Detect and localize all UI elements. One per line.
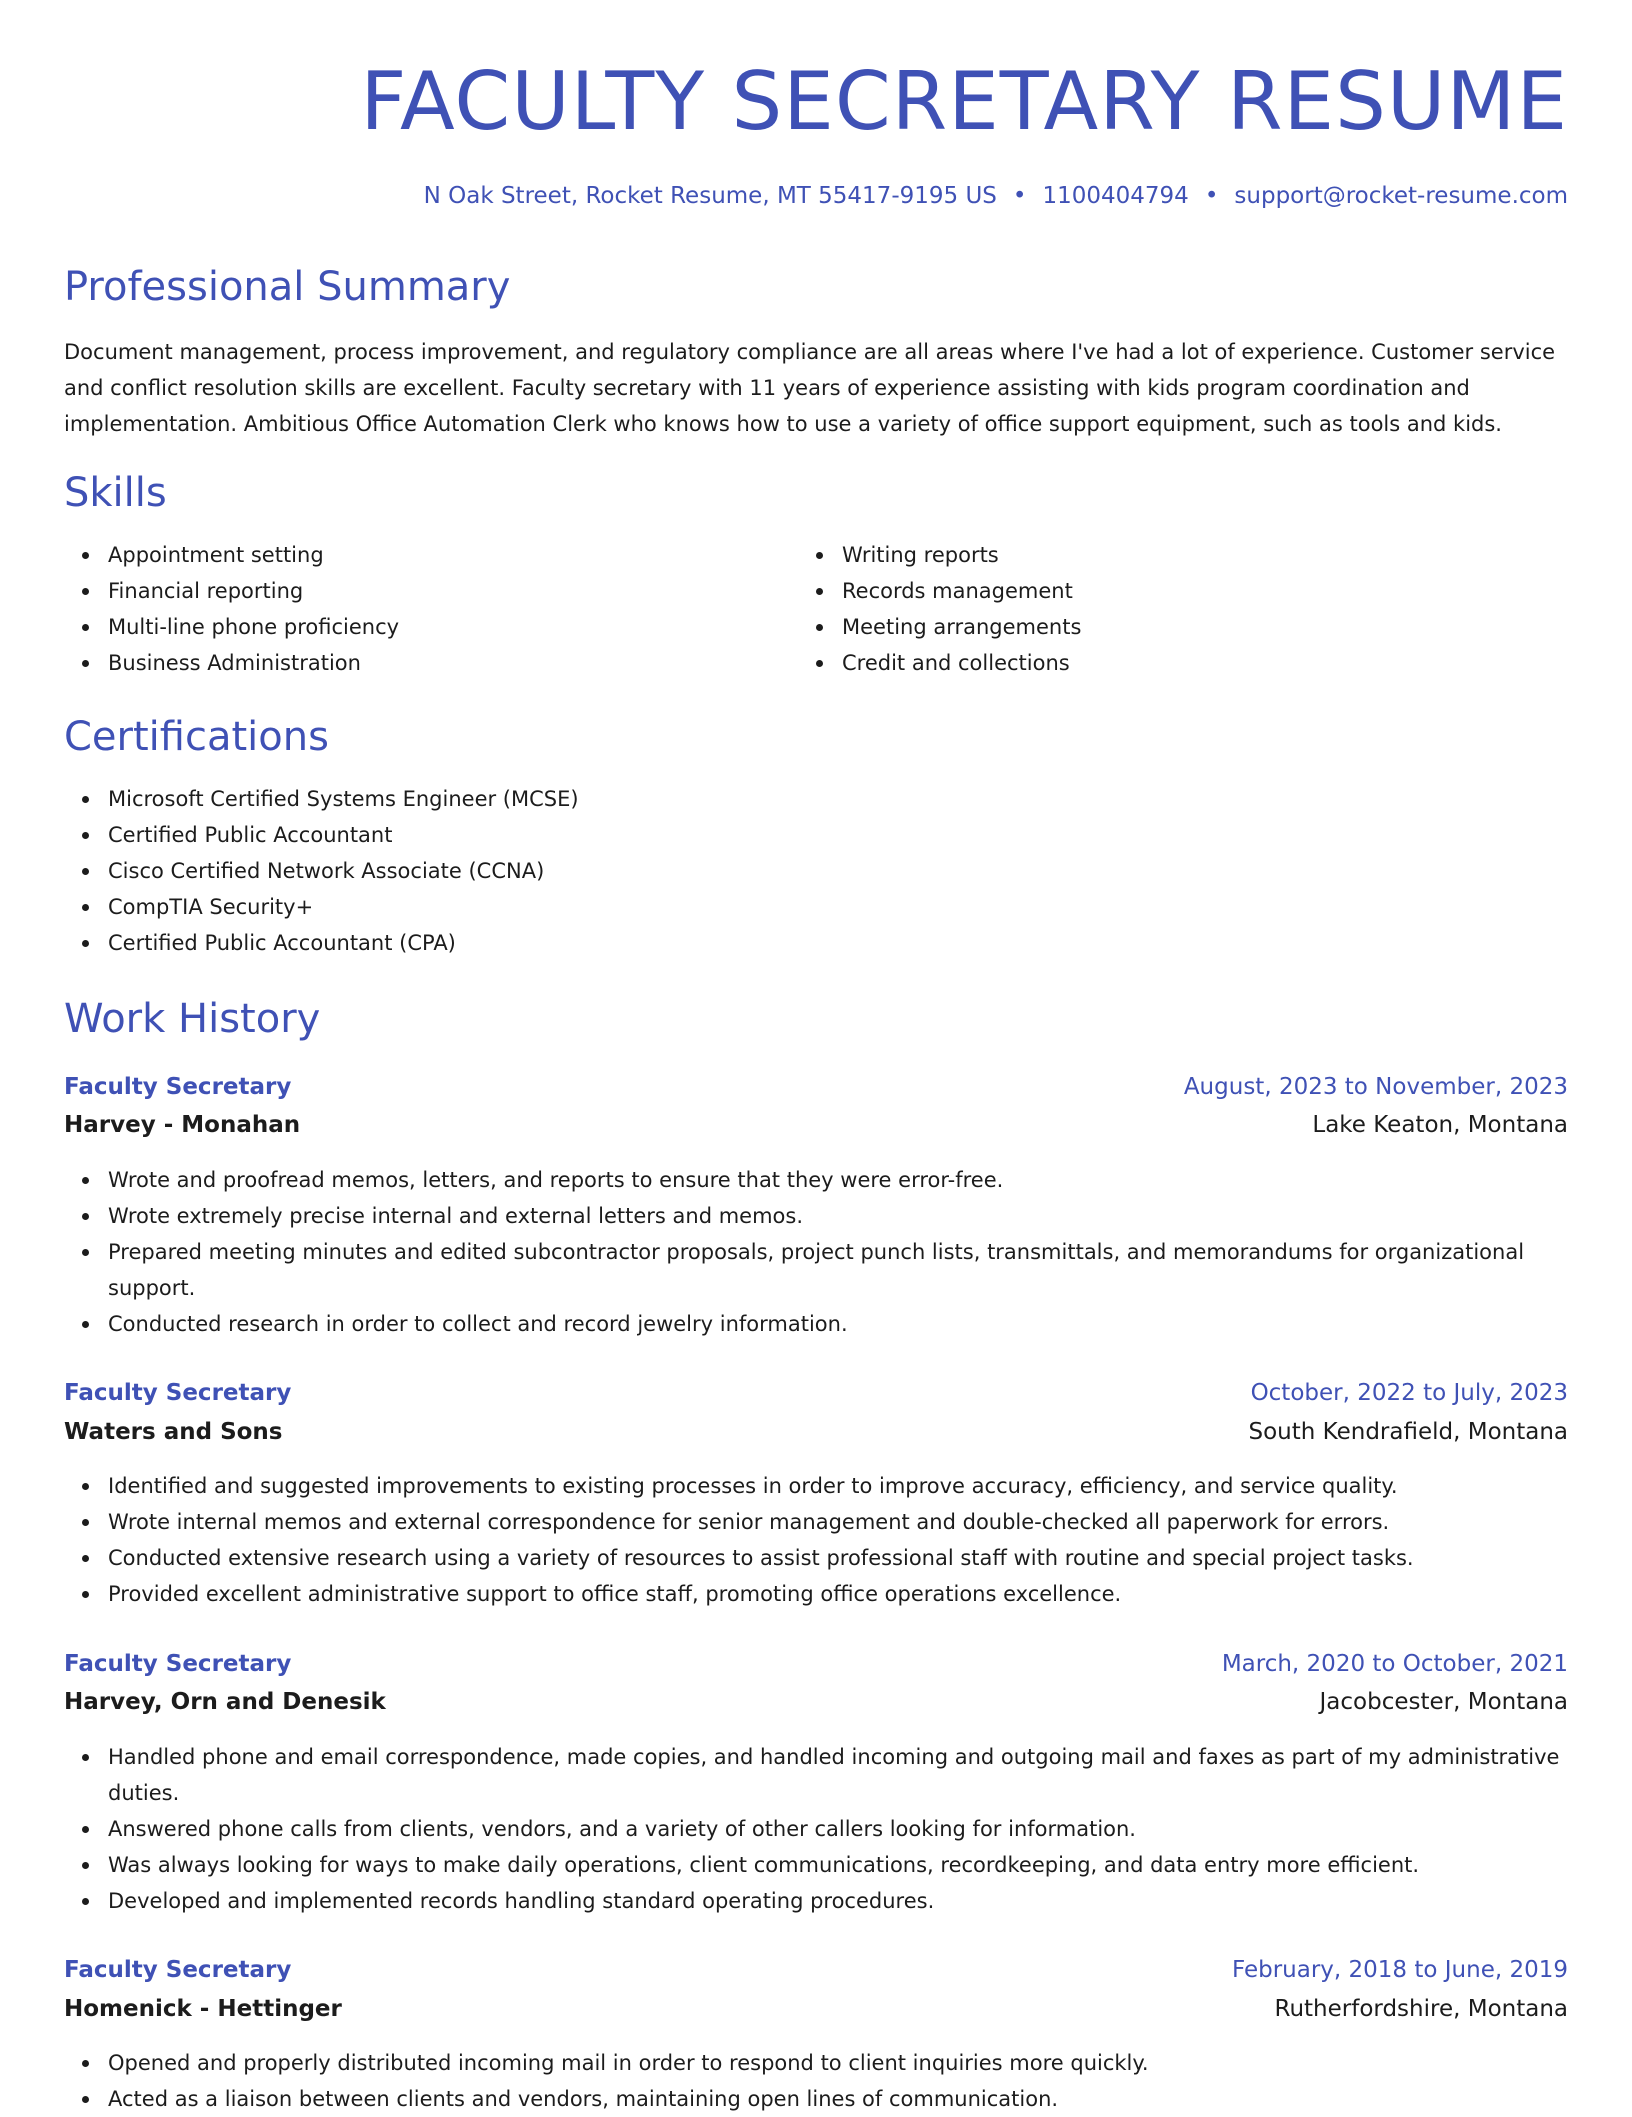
certifications-list <box>64 781 1568 961</box>
job-location: Jacobcester, Montana <box>1319 1689 1568 1715</box>
job-company: Homenick - Hettinger <box>64 1996 342 2022</box>
skill-item: Meeting arrangements <box>842 609 1542 645</box>
job-bullet: Prepared meeting minutes and edited subcontractor proposals, project punch lists, transmittals, and memorandums for organizational support. <box>108 1234 1568 1306</box>
job-bullet: Answered phone calls from clients, vendors, and a variety of other callers looking for information. <box>108 1811 1568 1847</box>
job-bullets <box>64 1739 1568 1919</box>
skill-item: Financial reporting <box>108 573 798 609</box>
contact-address: N Oak Street, Rocket Resume, MT 55417-9195 US <box>423 183 997 209</box>
job-bullet: Developed and implemented records handling standard operating procedures. <box>108 1883 1568 1919</box>
skill-item: Multi-line phone proficiency <box>108 609 798 645</box>
job-bullet: Wrote extremely precise internal and external letters and memos. <box>108 1198 1568 1234</box>
work-history-heading: Work History <box>64 996 321 1042</box>
job-bullet: Wrote and proofread memos, letters, and reports to ensure that they were error-free. <box>108 1162 1568 1198</box>
job-dates: October, 2022 to July, 2023 <box>1250 1380 1568 1406</box>
job-company: Harvey - Monahan <box>64 1112 301 1138</box>
contact-separator: • <box>1204 183 1219 209</box>
skill-item: Credit and collections <box>842 645 1542 681</box>
job-location: Lake Keaton, Montana <box>1312 1112 1568 1138</box>
certifications-heading: Certifications <box>64 714 329 760</box>
job-bullet: Was always looking for ways to make daily operations, client communications, recordkeeping, and data entry more efficient. <box>108 1847 1568 1883</box>
job-dates: February, 2018 to June, 2019 <box>1231 1957 1568 1983</box>
job-bullet: Conducted research in order to collect and record jewelry information. <box>108 1306 1568 1342</box>
job-bullet: Handled phone and email correspondence, made copies, and handled incoming and outgoing mail and faxes as part of my administrative duties. <box>108 1739 1568 1811</box>
contact-separator: • <box>1012 183 1027 209</box>
skills-list-left <box>64 537 798 681</box>
job-location: Rutherfordshire, Montana <box>1274 1996 1568 2022</box>
certification-item: Certified Public Accountant <box>108 817 1568 853</box>
resume-title: FACULTY SECRETARY RESUME <box>360 55 1568 148</box>
contact-email: support@rocket-resume.com <box>1234 183 1568 209</box>
certification-item: Cisco Certified Network Associate (CCNA) <box>108 853 1568 889</box>
job-dates: March, 2020 to October, 2021 <box>1221 1651 1568 1677</box>
summary-text: Document management, process improvement, and regulatory compliance are all areas where I've had a lot of experience. Customer service and conflict resolution skills are excellent. Faculty secretary with 11 years of experience assisting with kids program coordination and implementation. Ambitious Office Automation Clerk who knows how to use a variety of office support equipment, such as tools and kids. <box>64 340 1556 436</box>
job-bullets <box>64 2045 1568 2117</box>
job-company: Waters and Sons <box>64 1419 283 1445</box>
job-title: Faculty Secretary <box>64 1074 292 1100</box>
job-bullet: Wrote internal memos and external correspondence for senior management and double-checked all paperwork for errors. <box>108 1504 1568 1540</box>
job-company: Harvey, Orn and Denesik <box>64 1689 386 1715</box>
job-bullet: Conducted extensive research using a variety of resources to assist professional staff with routine and special project tasks. <box>108 1540 1568 1576</box>
job-bullet: Opened and properly distributed incoming mail in order to respond to client inquiries more quickly. <box>108 2045 1568 2081</box>
contact-phone: 1100404794 <box>1042 183 1189 209</box>
job-title: Faculty Secretary <box>64 1651 292 1677</box>
job-bullet: Provided excellent administrative support to office staff, promoting office operations excellence. <box>108 1576 1568 1612</box>
certification-item: Microsoft Certified Systems Engineer (MCSE) <box>108 781 1568 817</box>
contact-line <box>424 180 1568 212</box>
job-dates: August, 2023 to November, 2023 <box>1183 1074 1568 1100</box>
skill-item: Records management <box>842 573 1542 609</box>
certification-item: CompTIA Security+ <box>108 889 1568 925</box>
job-bullets <box>64 1162 1568 1342</box>
certification-item: Certified Public Accountant (CPA) <box>108 925 1568 961</box>
skill-item: Appointment setting <box>108 537 798 573</box>
job-title: Faculty Secretary <box>64 1957 292 1983</box>
job-bullet: Identified and suggested improvements to existing processes in order to improve accuracy, efficiency, and service quality. <box>108 1468 1568 1504</box>
summary-heading: Professional Summary <box>64 264 511 310</box>
job-title: Faculty Secretary <box>64 1380 292 1406</box>
job-location: South Kendrafield, Montana <box>1248 1419 1568 1445</box>
skills-heading: Skills <box>64 470 167 516</box>
skill-item: Writing reports <box>842 537 1542 573</box>
job-bullet: Acted as a liaison between clients and vendors, maintaining open lines of communication. <box>108 2081 1568 2117</box>
skill-item: Business Administration <box>108 645 798 681</box>
job-bullets <box>64 1468 1568 1612</box>
skills-list-right <box>798 537 1542 681</box>
